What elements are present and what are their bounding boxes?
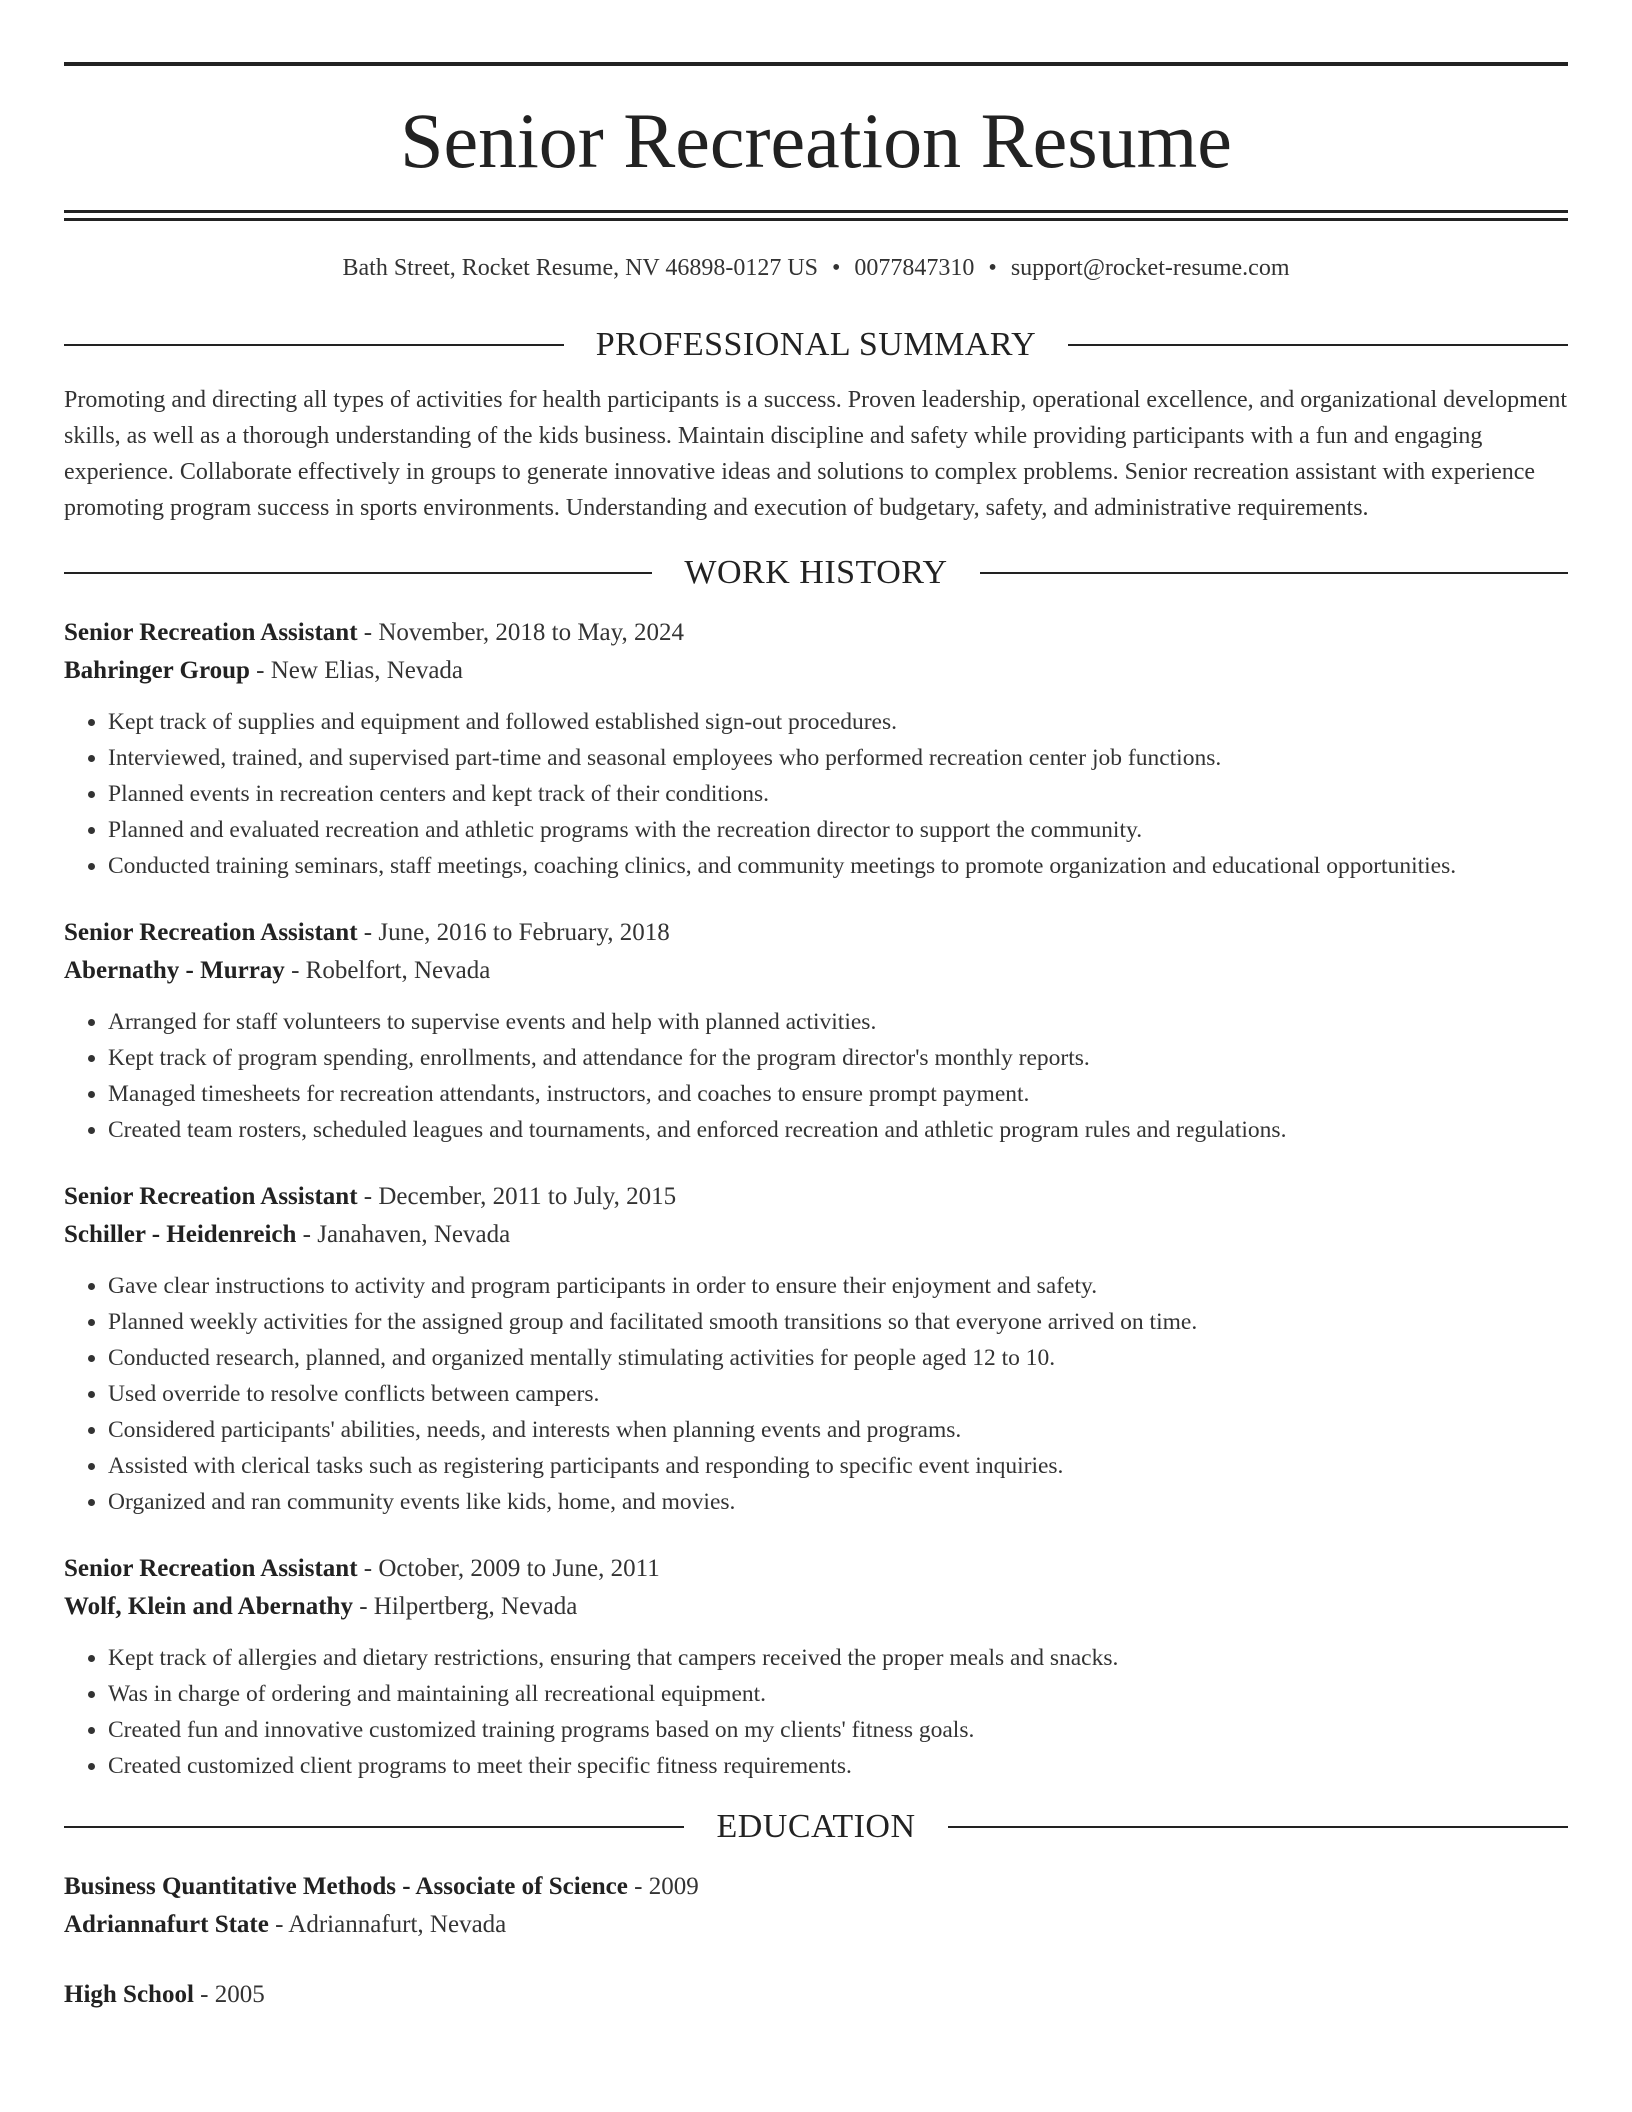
job-dates: - October, 2009 to June, 2011 <box>363 1555 660 1582</box>
job-company-line <box>64 1588 1568 1626</box>
section-work-history <box>64 554 1568 592</box>
job-title-line <box>64 614 1568 652</box>
section-professional-summary <box>64 326 1568 364</box>
section-rule <box>980 572 1568 574</box>
job-entry <box>64 1550 1568 1784</box>
section-rule <box>1068 344 1568 346</box>
section-title: PROFESSIONAL SUMMARY <box>595 326 1037 363</box>
education-degree: Business Quantitative Methods - Associate of Science <box>64 1873 628 1900</box>
job-title: Senior Recreation Assistant <box>64 1183 358 1210</box>
contact-address: Bath Street, Rocket Resume, NV 46898-0127 US <box>342 255 818 281</box>
bullet-item: • Created customized client programs to meet their specific fitness requirements. <box>108 1748 1568 1784</box>
title-double-rule <box>64 210 1568 221</box>
bullet-item: • Was in charge of ordering and maintaining all recreational equipment. <box>108 1676 1568 1712</box>
job-bullets <box>64 704 1568 884</box>
education-location: - Adriannafurt, Nevada <box>275 1911 507 1938</box>
bullet-item: • Considered participants' abilities, needs, and interests when planning events and programs. <box>108 1412 1568 1448</box>
section-rule <box>64 572 652 574</box>
education-degree-line <box>64 1868 1568 1906</box>
job-title-line <box>64 1178 1568 1216</box>
bullet-item: • Used override to resolve conflicts between campers. <box>108 1376 1568 1412</box>
job-entry <box>64 914 1568 1148</box>
contact-separator: • <box>988 255 997 281</box>
job-company: Schiller - Heidenreich <box>64 1221 297 1248</box>
bullet-item: • Kept track of program spending, enrollments, and attendance for the program director's monthly reports. <box>108 1040 1568 1076</box>
section-rule <box>64 344 564 346</box>
job-dates: - December, 2011 to July, 2015 <box>363 1183 677 1210</box>
summary-text: Promoting and directing all types of activities for health participants is a success. Proven leadership, operational excellence, and organizational development skills, as well as a thorough understanding of the kids business. Maintain discipline and safety while providing participants with a fun and engaging experience. Collaborate effectively in groups to generate innovative ideas and solutions to complex problems. Senior recreation assistant with experience promoting program success in sports environments. Understanding and execution of budgetary, safety, and administrative requirements. <box>64 387 1568 521</box>
education-degree-line <box>64 1976 1568 2014</box>
job-location: - Robelfort, Nevada <box>291 957 491 984</box>
job-bullets <box>64 1640 1568 1784</box>
bullet-item: • Created fun and innovative customized training programs based on my clients' fitness goals. <box>108 1712 1568 1748</box>
job-company: Wolf, Klein and Abernathy <box>64 1593 353 1620</box>
contact-line <box>64 255 1568 282</box>
education-entry <box>64 1976 1568 2014</box>
section-education <box>64 1808 1568 1846</box>
job-location: - New Elias, Nevada <box>256 657 464 684</box>
resume-page <box>64 0 1568 2014</box>
section-rule <box>64 1826 684 1828</box>
bullet-item: • Managed timesheets for recreation attendants, instructors, and coaches to ensure prompt payment. <box>108 1076 1568 1112</box>
job-bullets <box>64 1268 1568 1520</box>
job-title: Senior Recreation Assistant <box>64 919 358 946</box>
contact-phone: 0077847310 <box>854 255 975 281</box>
bullet-item: • Created team rosters, scheduled leagues and tournaments, and enforced recreation and athletic program rules and regulations. <box>108 1112 1568 1148</box>
job-bullets <box>64 1004 1568 1148</box>
education-year: - 2009 <box>634 1873 699 1900</box>
bullet-item: • Planned and evaluated recreation and athletic programs with the recreation director to support the community. <box>108 812 1568 848</box>
bullet-item: • Arranged for staff volunteers to supervise events and help with planned activities. <box>108 1004 1568 1040</box>
job-dates: - June, 2016 to February, 2018 <box>363 919 670 946</box>
education-school: Adriannafurt State <box>64 1911 269 1938</box>
job-title-line <box>64 1550 1568 1588</box>
bullet-item: • Kept track of allergies and dietary restrictions, ensuring that campers received the proper meals and snacks. <box>108 1640 1568 1676</box>
bullet-item: • Assisted with clerical tasks such as registering participants and responding to specific event inquiries. <box>108 1448 1568 1484</box>
bullet-item: • Gave clear instructions to activity and program participants in order to ensure their enjoyment and safety. <box>108 1268 1568 1304</box>
bullet-item: • Interviewed, trained, and supervised part-time and seasonal employees who performed recreation center job functions. <box>108 740 1568 776</box>
education-school-line <box>64 1906 1568 1944</box>
top-rule <box>64 62 1568 66</box>
job-entry <box>64 1178 1568 1520</box>
bullet-item: • Conducted research, planned, and organized mentally stimulating activities for people aged 12 to 10. <box>108 1340 1568 1376</box>
job-company-line <box>64 1216 1568 1254</box>
section-rule <box>948 1826 1568 1828</box>
contact-separator: • <box>832 255 841 281</box>
resume-title: Senior Recreation Resume <box>400 97 1232 184</box>
job-dates: - November, 2018 to May, 2024 <box>363 619 685 646</box>
job-company: Bahringer Group <box>64 657 250 684</box>
bullet-item: • Planned weekly activities for the assigned group and facilitated smooth transitions so that everyone arrived on time. <box>108 1304 1568 1340</box>
bullet-item: • Kept track of supplies and equipment and followed established sign-out procedures. <box>108 704 1568 740</box>
job-title-line <box>64 914 1568 952</box>
bullet-item: • Conducted training seminars, staff meetings, coaching clinics, and community meetings to promote organization and educational opportunities. <box>108 848 1568 884</box>
bullet-item: • Planned events in recreation centers and kept track of their conditions. <box>108 776 1568 812</box>
education-degree: High School <box>64 1981 194 2008</box>
job-company-line <box>64 952 1568 990</box>
job-location: - Hilpertberg, Nevada <box>359 1593 578 1620</box>
contact-email[interactable]: support@rocket-resume.com <box>1010 255 1290 281</box>
section-title: EDUCATION <box>716 1808 916 1845</box>
job-title: Senior Recreation Assistant <box>64 1555 358 1582</box>
education-entry <box>64 1868 1568 1944</box>
job-company: Abernathy - Murray <box>64 957 285 984</box>
section-title: WORK HISTORY <box>684 554 948 591</box>
job-company-line <box>64 652 1568 690</box>
job-location: - Janahaven, Nevada <box>302 1221 511 1248</box>
job-entry <box>64 614 1568 884</box>
job-title: Senior Recreation Assistant <box>64 619 358 646</box>
education-year: - 2005 <box>200 1981 265 2008</box>
bullet-item: • Organized and ran community events like kids, home, and movies. <box>108 1484 1568 1520</box>
